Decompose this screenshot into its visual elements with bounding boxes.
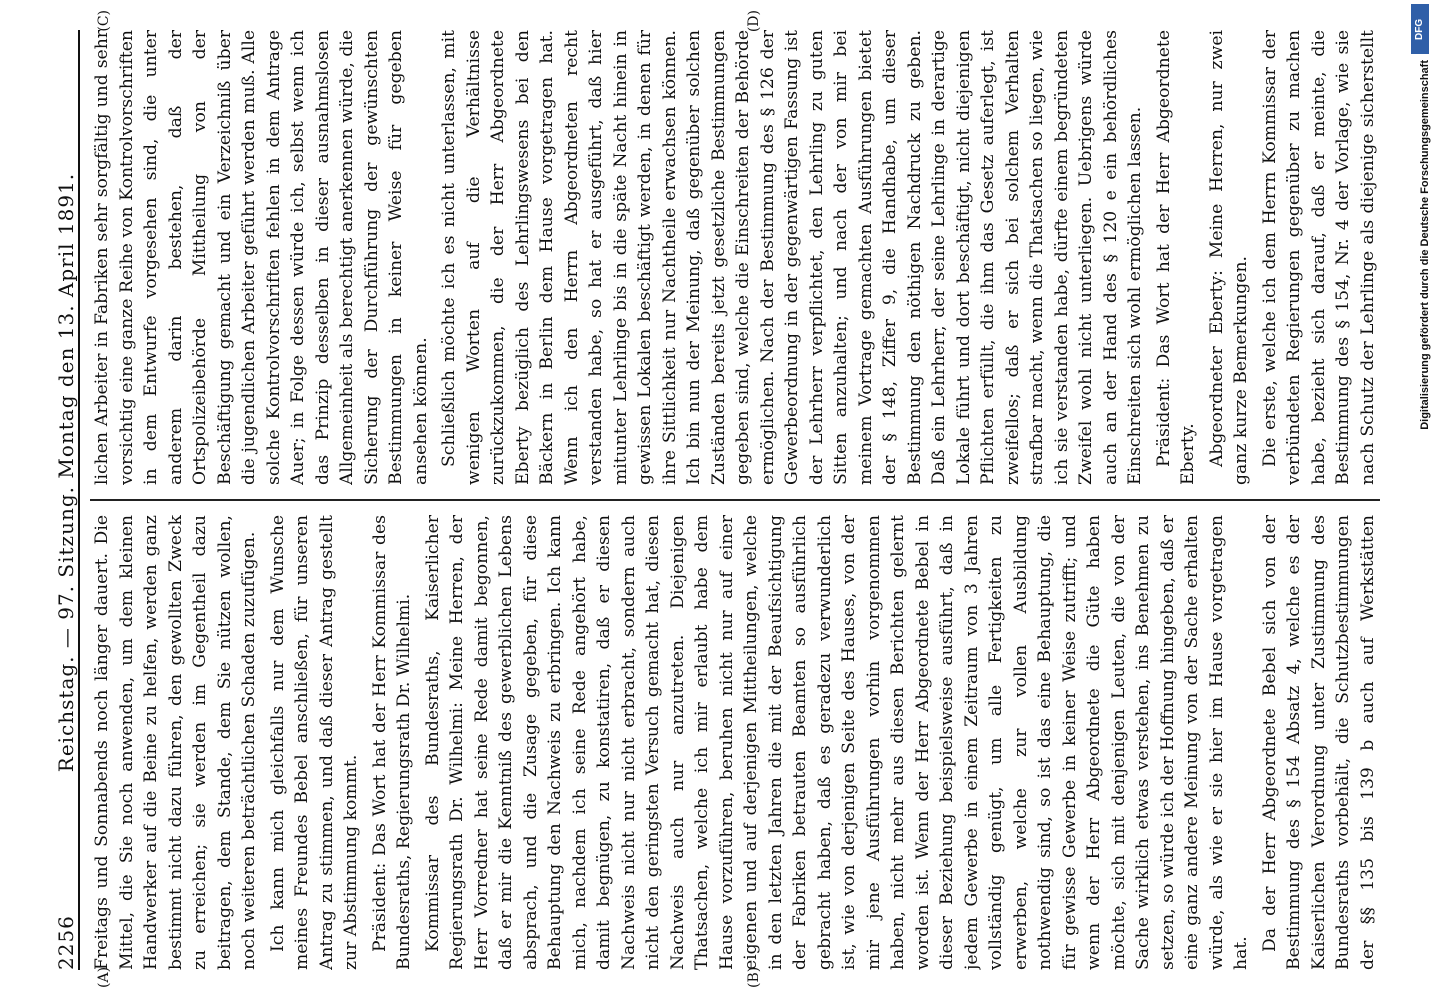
text-column-right xyxy=(90,30,1380,485)
paragraph: Die erste, welche ich dem Herrn Kommissar der verbündeten Regierungen gegenüber zu machen habe, bezieht sich darauf, daß er meinte, die Bestimmung des § 154, Nr. 4 der Vorlage, wie sie nach Schutz der Lehrlinge als diejenige sicherstellt xyxy=(1259,30,1378,485)
page-title: Reichstag. — 97. Sitzung. Montag den 13. April 1891. xyxy=(54,172,78,773)
paragraph: Abgeordneter Eberty: Meine Herren, nur zwei ganz kurze Bemerkungen. xyxy=(1206,30,1251,485)
paragraph: Schließlich möchte ich es nicht unterlassen, mit wenigen Worten auf die Verhältnisse zurückzukommen, die der Herr Abgeordnete Eberty bezüglich des Lehrlingswesens bei den Bäckern in Berlin dem Hause vorgetragen hat. Wenn ich den Herrn Abgeordneten recht verstanden habe, so hat er ausgeführt, daß hier mitunter Lehrlinge bis in die späte Nacht hinein in gewissen Lokalen beschäftigt werden, in denen für ihre Sittlichkeit nur Nachtheile erwachsen können. Ich bin nun der Meinung, daß gegenüber solchen Zuständen bereits jetzt gesetzliche Bestimmungen gegeben sind, welche die Einschreiten der Behörde ermöglichen. Nach der Bestimmung des § 126 der Gewerbeordnung in der gegenwärtigen Fassung ist der Lehrherr verpflichtet, den Lehrling zu guten Sitten anzuhalten; und nach der von mir bei meinem Vortrage gemachten Ausführungen bietet der § 148, Ziffer 9, die Handhabe, um dieser Bestimmung den nöthigen Nachdruck zu geben. Daß ein Lehrherr, der seine Lehrlinge in derartige Lokale führt und dort beschäftigt, nicht diejenigen Pflichten erfüllt, die ihm das Gesetz auferlegt, ist zweifellos; daß er sich bei solchem Verhalten strafbar macht, wenn die Thatsachen so liegen, wie ich sie verstanden habe, dürfte einem begründeten Zweifel wohl nicht unterliegen. Uebrigens würde auch an der Hand des § 120 e ein behördliches Einschreiten sich wohl ermöglichen lassen. xyxy=(439,30,1145,485)
margin-mark-a: (A) xyxy=(96,966,112,988)
scanned-page xyxy=(26,10,1406,990)
column-divider xyxy=(90,500,1380,502)
text-column-left xyxy=(90,515,1380,970)
page-number: 2256 xyxy=(54,915,78,970)
paragraph: lichen Arbeiter in Fabriken sehr sorgfältig und sehr vorsichtig eine ganze Reihe von Kontrolvorschriften in dem Entwurfe vorgesehen sind, die unter anderem darin bestehen, daß der Ortspolizeibehörde Mittheilung von der Beschäftigung gemacht und ein Verzeichniß über die jugendlichen Arbeiter geführt werden muß. Alle solche Kontrolvorschriften fehlen in dem Antrage Auer; in Folge dessen würde ich, selbst wenn ich das Prinzip desselben in dieser ausnahmslosen Allgemeinheit als berechtigt anerkennen würde, die Sicherung der Durchführung der gewünschten Bestimmungen in keiner Weise für gegeben ansehen können. xyxy=(92,30,431,485)
paragraph: Da der Herr Abgeordnete Bebel sich von der Bestimmung des § 154 Absatz 4, welche es der Kaiserlichen Verordnung unter Zustimmung des Bundesraths vorbehält, die Schutzbestimmungen der §§ 135 bis 139 b auch auf Werkstätten xyxy=(1259,515,1378,970)
margin-mark-d: (D) xyxy=(746,10,762,33)
funding-notice: Digitalisierung gefördert durch die Deutsche Forschungsgemeinschaft xyxy=(1419,60,1431,430)
paragraph: Kommissar des Bundesraths, Kaiserlicher Regierungsrath Dr. Wilhelmi: Meine Herren, der Herr Vorredner hat seine Rede damit begonnen, daß er mir die Kenntniß des gewerblichen Lebens absprach, und die Zusage gegeben, für diese Behauptung den Nachweis zu erbringen. Ich kann mich, nachdem ich seine Rede angehört habe, damit begnügen, zu konstatiren, daß er diesen Nachweis nicht nur nicht erbracht, sondern auch nicht den geringsten Versuch gemacht hat, diesen Nachweis auch nur anzutreten. Diejenigen Thatsachen, welche ich mir erlaubt habe dem Hause vorzuführen, beruhen nicht nur auf einer eigenen und auf derjenigen Mittheilungen, welche in den letzten Jahren die mit der Beaufsichtigung der Fabriken betrauten Beamten so ausführlich gebracht haben, daß es geradezu verwunderlich ist, wie von derjenigen Seite des Hauses, von der mir jene Ausführungen vorhin vorgenommen haben, nicht mehr aus diesen Berichten gelernt worden ist. Wenn der Herr Abgeordnete Bebel in dieser Beziehung beispielsweise ausführt, daß in jedem Gewerbe in einem Zeitraum von 3 Jahren vollständig genügt, um alle Fertigkeiten zu erwerben, welche zur vollen Ausbildung nothwendig sind, so ist das eine Behauptung, die für gewisse Gewerbe in keiner Weise zutrifft; und wenn der Herr Abgeordnete die Güte haben möchte, sich mit denjenigen Leuten, die von der Sache wirklich etwas verstehen, ins Benehmen zu setzen, so würde ich der Hoffnung hingeben, daß er eine ganz andere Meinung von der Sache erhalten würde, als wie er sie hier im Hause vorgetragen hat. xyxy=(422,515,1251,970)
dfg-logo: DFG xyxy=(1411,4,1429,54)
paragraph: Präsident: Das Wort hat der Herr Kommissar des Bundesraths, Regierungsrath Dr. Wilhelmi. xyxy=(369,515,414,970)
paragraph: Ich kann mich gleichfalls nur dem Wunsche meines Freundes Bebel anschließen, für unseren Antrag zu stimmen, und daß dieser Antrag gestellt zur Abstimmung kommt. xyxy=(267,515,361,970)
page-header xyxy=(48,30,80,970)
margin-mark-b: (B) xyxy=(746,966,762,988)
paragraph: Präsident: Das Wort hat der Herr Abgeordnete Eberty. xyxy=(1153,30,1198,485)
paragraph: Freitags und Sonnabends noch länger dauert. Die Mittel, die Sie noch anwenden, um dem kleinen Handwerker auf die Beine zu helfen, werden ganz bestimmt nicht dazu führen, den gewollten Zweck zu erreichen; sie werden im Gegentheil dazu beitragen, dem Stande, dem Sie nützen wollen, noch weiteren beträchtlichen Schaden zuzufügen. xyxy=(92,515,259,970)
margin-mark-c: (C) xyxy=(96,10,112,32)
funding-strip xyxy=(1406,0,1432,1000)
